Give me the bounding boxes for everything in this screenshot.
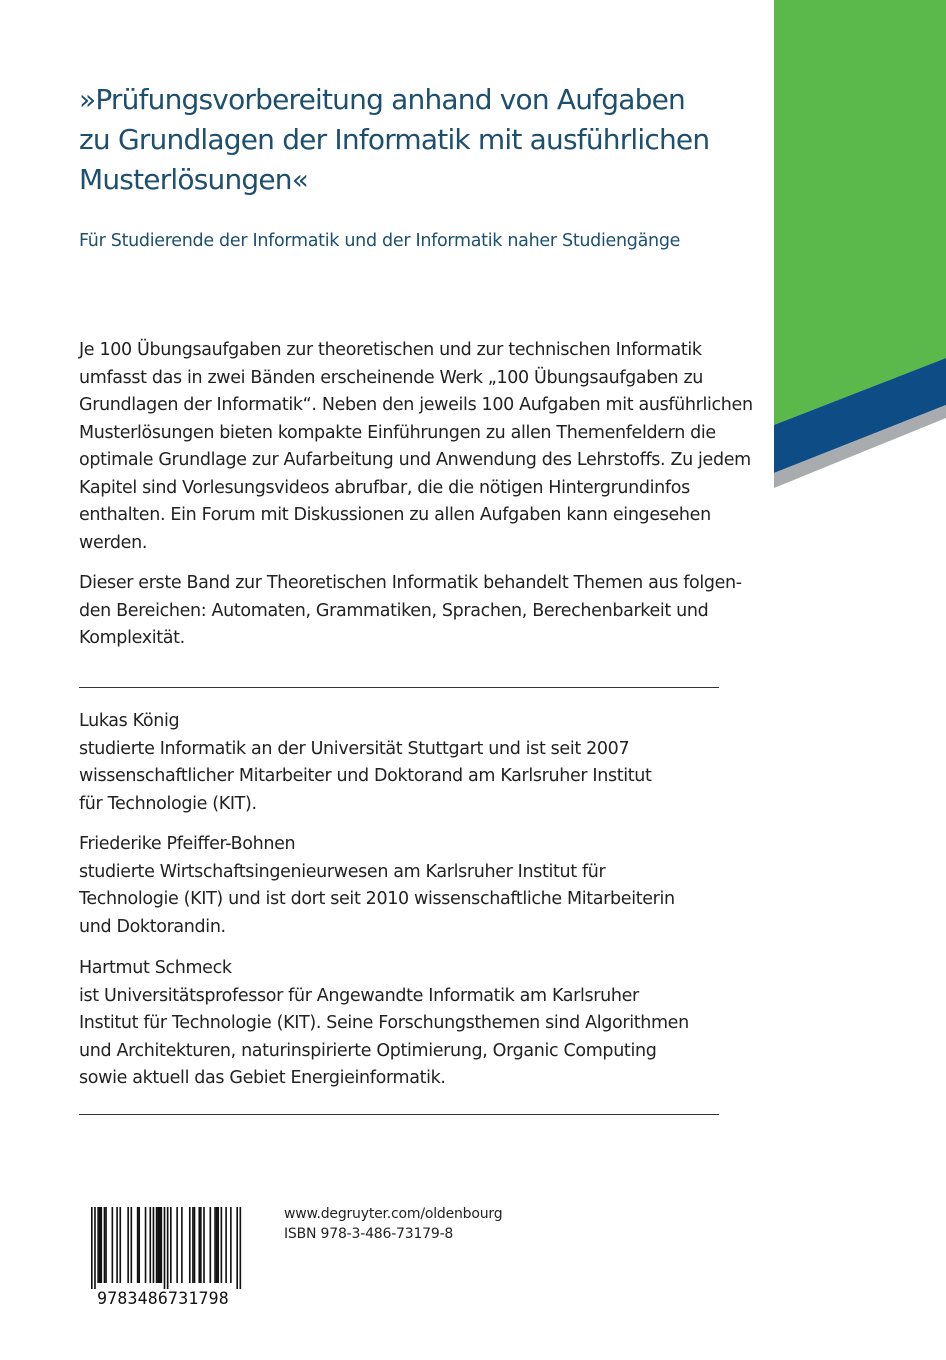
author-bio-line: sowie aktuell das Gebiet Energieinformatik. bbox=[79, 1068, 446, 1088]
barcode-bar bbox=[138, 1207, 140, 1283]
intro-line: Je 100 Übungsaufgaben zur theoretischen und zur technischen Informatik bbox=[79, 340, 702, 360]
intro-line: Musterlösungen bieten kompakte Einführungen zu allen Themenfeldern die bbox=[79, 422, 716, 443]
barcode-bar bbox=[119, 1207, 121, 1283]
headline bbox=[79, 80, 739, 200]
author-bio-line: studierte Wirtschaftsingenieurwesen am Karlsruher Institut für bbox=[79, 861, 606, 882]
barcode-bar bbox=[157, 1207, 159, 1283]
divider-top bbox=[79, 687, 719, 688]
band-info-line: den Bereichen: Automaten, Grammatiken, Sprachen, Berechenbarkeit und bbox=[79, 600, 709, 621]
barcode-bar bbox=[225, 1207, 227, 1283]
barcode-bar bbox=[112, 1207, 114, 1283]
author-block bbox=[79, 708, 719, 818]
barcode-bar bbox=[170, 1207, 172, 1283]
headline-line-2: zu Grundlagen der Informatik mit ausführlichen bbox=[79, 123, 710, 156]
barcode-bars bbox=[91, 1207, 241, 1289]
barcode-bar bbox=[161, 1207, 163, 1283]
headline-line-1: »Prüfungsvorbereitung anhand von Aufgaben bbox=[79, 83, 685, 116]
headline-line-3: Musterlösungen« bbox=[79, 163, 309, 196]
barcode-bar bbox=[153, 1207, 155, 1283]
author-name: Lukas König bbox=[79, 711, 180, 731]
barcode-bar bbox=[192, 1207, 194, 1283]
barcode-bar bbox=[137, 1207, 139, 1283]
barcode-bar bbox=[176, 1207, 178, 1283]
intro-line: enthalten. Ein Forum mit Diskussionen zu allen Aufgaben kann eingesehen bbox=[79, 505, 711, 525]
intro-line: umfasst das in zwei Bänden erscheinende Werk „100 Übungsaufgaben zu bbox=[79, 367, 704, 388]
barcode-bar bbox=[214, 1207, 216, 1283]
barcode-bar bbox=[97, 1207, 99, 1283]
author-block bbox=[79, 831, 719, 941]
intro-line: Grundlagen der Informatik“. Neben den jeweils 100 Aufgaben mit ausführlichen bbox=[79, 395, 753, 415]
barcode-bar bbox=[181, 1207, 183, 1283]
barcode-bar bbox=[230, 1207, 232, 1283]
author-name: Friederike Pfeiffer-Bohnen bbox=[79, 834, 296, 854]
barcode-bar bbox=[217, 1207, 219, 1283]
publisher-url: www.degruyter.com/oldenbourg bbox=[284, 1206, 503, 1222]
barcode-bar bbox=[91, 1207, 93, 1289]
barcode bbox=[78, 1205, 248, 1310]
intro-line: Kapitel sind Vorlesungsvideos abrufbar, die die nötigen Hintergrundinfos bbox=[79, 477, 690, 498]
barcode-bar bbox=[200, 1207, 202, 1283]
barcode-bar bbox=[94, 1207, 96, 1289]
divider-bottom bbox=[79, 1114, 719, 1115]
green-panel bbox=[774, 0, 946, 425]
barcode-bar bbox=[198, 1207, 200, 1283]
author-bio-line: und Doktorandin. bbox=[79, 916, 226, 937]
author-bio-line: Technologie (KIT) und ist dort seit 2010 wissenschaftliche Mitarbeiterin bbox=[79, 889, 675, 909]
author-bio-line: studierte Informatik an der Universität Stuttgart und ist seit 2007 bbox=[79, 738, 630, 759]
barcode-bar bbox=[167, 1207, 169, 1289]
barcode-bar bbox=[145, 1207, 147, 1283]
subtitle: Für Studierende der Informatik und der Informatik naher Studiengänge bbox=[79, 231, 681, 251]
barcode-bar bbox=[116, 1207, 118, 1283]
band-info-paragraph bbox=[79, 570, 759, 653]
intro-paragraph bbox=[79, 337, 759, 557]
intro-line: werden. bbox=[79, 532, 148, 553]
intro-line: optimale Grundlage zur Aufarbeitung und Anwendung des Lehrstoffs. Zu jedem bbox=[79, 450, 751, 470]
author-bio-line: und Architekturen, naturinspirierte Optimierung, Organic Computing bbox=[79, 1040, 657, 1061]
author-bio-line: Institut für Technologie (KIT). Seine Forschungsthemen sind Algorithmen bbox=[79, 1013, 689, 1033]
barcode-bar bbox=[104, 1207, 106, 1283]
isbn-label: ISBN 978-3-486-73179-8 bbox=[284, 1226, 454, 1242]
barcode-bar bbox=[236, 1207, 238, 1289]
barcode-bar bbox=[210, 1207, 212, 1283]
barcode-bar bbox=[100, 1207, 102, 1283]
cover-stripes bbox=[774, 0, 946, 490]
author-bio-line: wissenschaftlicher Mitarbeiter und Doktorand am Karlsruher Institut bbox=[79, 766, 652, 786]
barcode-bar bbox=[156, 1207, 158, 1283]
barcode-bar bbox=[149, 1207, 151, 1283]
barcode-bar bbox=[127, 1207, 129, 1283]
barcode-digits: 9783486731798 bbox=[97, 1289, 229, 1308]
author-bio-line: ist Universitätsprofessor für Angewandte Informatik am Karlsruher bbox=[79, 985, 639, 1006]
author-block bbox=[79, 955, 719, 1093]
band-info-line: Dieser erste Band zur Theoretischen Informatik behandelt Themen aus folgen- bbox=[79, 573, 742, 593]
barcode-bar bbox=[99, 1207, 101, 1283]
barcode-bar bbox=[194, 1207, 196, 1283]
barcode-bar bbox=[189, 1207, 191, 1283]
barcode-bar bbox=[203, 1207, 205, 1283]
author-name: Hartmut Schmeck bbox=[79, 958, 232, 978]
barcode-bar bbox=[164, 1207, 166, 1289]
band-info-line: Komplexität. bbox=[79, 628, 185, 648]
barcode-bar bbox=[216, 1207, 218, 1283]
barcode-bar bbox=[105, 1207, 107, 1283]
author-bio-line: für Technologie (KIT). bbox=[79, 793, 257, 814]
barcode-bar bbox=[131, 1207, 133, 1283]
barcode-bar bbox=[159, 1207, 161, 1283]
barcode-bar bbox=[221, 1207, 223, 1283]
barcode-bar bbox=[240, 1207, 242, 1289]
